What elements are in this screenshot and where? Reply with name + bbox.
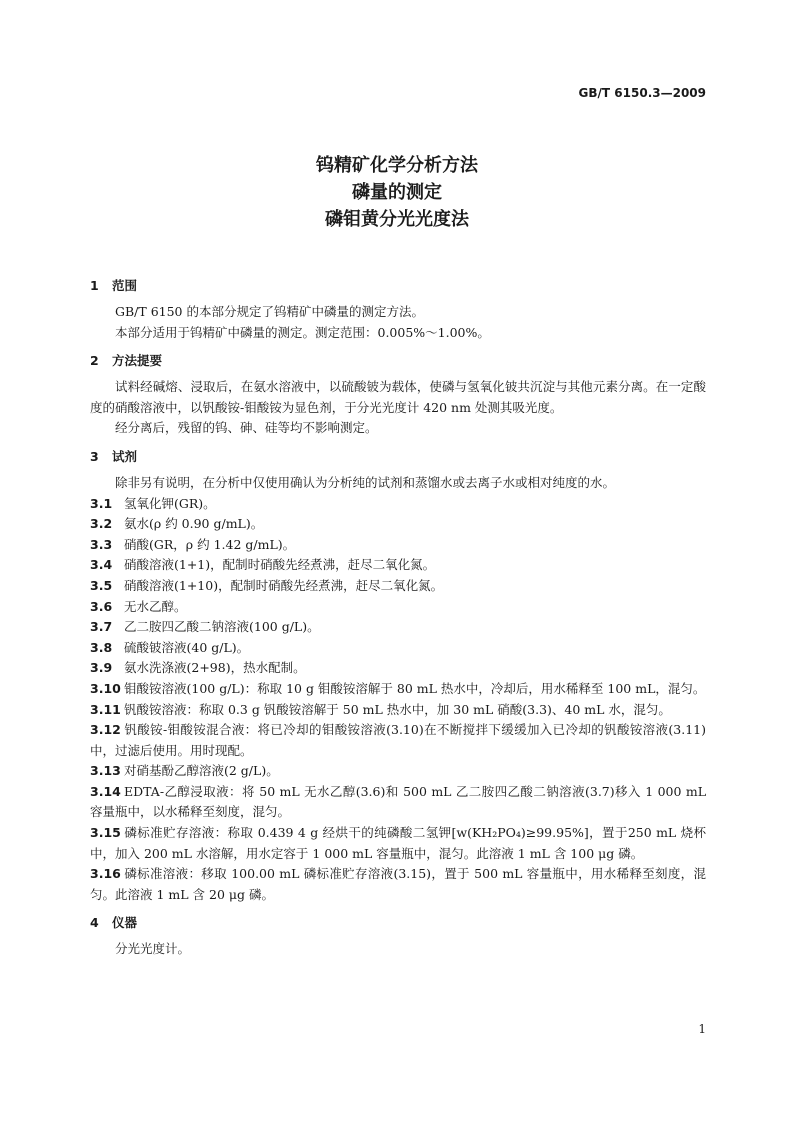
reagent-item: [90, 782, 706, 823]
section-title: 范围: [112, 278, 138, 293]
section-title: 仪器: [112, 915, 138, 931]
reagent-item: [90, 761, 706, 782]
item-number: 3.15: [90, 825, 121, 841]
reagent-item: [90, 700, 706, 721]
reagent-item: [90, 720, 706, 761]
reagent-item: [90, 555, 706, 576]
section-1-heading: [90, 276, 706, 296]
document-title: [0, 152, 794, 233]
item-number: 3.1: [90, 495, 113, 511]
reagent-item: [90, 597, 706, 618]
item-number: 3.5: [90, 577, 113, 593]
item-text: 磷标准溶液：移取 100.00 mL 磷标准贮存溶液(3.15)，置于 500 mL 容量瓶中，用水稀释至刻度，混匀。此溶液 1 mL 含 20 μg 磷。: [90, 866, 706, 902]
section-number: 2: [90, 353, 99, 369]
section-2-paragraph: 经分离后，残留的钨、砷、硅等均不影响测定。: [115, 420, 378, 436]
item-text: 硝酸溶液(1+10)，配制时硝酸先经煮沸，赶尽二氧化氮。: [124, 577, 444, 593]
title-line-1: 钨精矿化学分析方法: [316, 155, 478, 176]
item-number: 3.9: [90, 660, 113, 676]
section-title: 方法提要: [112, 353, 163, 369]
item-text: 钒酸铵溶液：称取 0.3 g 钒酸铵溶解于 50 mL 热水中，加 30 mL 硝酸(3.3)、40 mL 水，混匀。: [124, 701, 671, 717]
item-number: 3.11: [90, 701, 121, 717]
item-number: 3.13: [90, 763, 121, 779]
reagent-item: [90, 494, 706, 515]
item-text: 硝酸溶液(1+1)，配制时硝酸先经煮沸，赶尽二氧化氮。: [124, 557, 436, 573]
section-1-paragraph: GB/T 6150 的本部分规定了钨精矿中磷量的测定方法。: [115, 304, 424, 319]
item-text: 磷标准贮存溶液：称取 0.439 4 g 经烘干的纯磷酸二氢钾[w(KH₂PO₄)≥99.95%]，置于250 mL 烧杯中，加入 200 mL 水溶解，用水定容于 1 000 mL 容量瓶中，混匀。此溶液 1 mL 含 100 μg 磷。: [90, 825, 706, 861]
item-number: 3.4: [90, 557, 113, 573]
item-number: 3.16: [90, 866, 121, 882]
item-number: 3.6: [90, 598, 113, 614]
section-1-paragraph: 本部分适用于钨精矿中磷量的测定。测定范围：0.005%～1.00%。: [115, 324, 490, 340]
page-number: 1: [698, 1022, 706, 1036]
reagent-item: [90, 514, 706, 535]
section-2-heading: [90, 351, 706, 371]
title-line-3: 磷钼黄分光光度法: [325, 209, 469, 230]
section-4-paragraph: 分光光度计。: [115, 941, 191, 957]
item-text: EDTA-乙醇浸取液：将 50 mL 无水乙醇(3.6)和 500 mL 乙二胺四乙酸二钠溶液(3.7)移入 1 000 mL 容量瓶中，以水稀释至刻度，混匀。: [90, 783, 706, 820]
item-text: 氨水(ρ 约 0.90 g/mL)。: [124, 516, 264, 532]
standard-code: GB/T 6150.3—2009: [578, 86, 706, 100]
document-body: [90, 276, 706, 960]
section-number: 1: [90, 278, 99, 293]
section-4-heading: [90, 913, 706, 933]
item-text: 乙二胺四乙酸二钠溶液(100 g/L)。: [124, 619, 320, 635]
item-text: 无水乙醇。: [124, 598, 187, 614]
section-title: 试剂: [112, 448, 138, 464]
reagent-item: [90, 864, 706, 905]
item-number: 3.12: [90, 722, 121, 738]
item-number: 3.3: [90, 536, 113, 552]
item-number: 3.10: [90, 680, 121, 696]
item-text: 氢氧化钾(GR)。: [124, 495, 216, 511]
section-3-intro: 除非另有说明，在分析中仅使用确认为分析纯的试剂和蒸馏水或去离子水或相对纯度的水。: [115, 474, 616, 490]
item-number: 3.7: [90, 619, 113, 635]
item-number: 3.14: [90, 783, 121, 799]
reagent-item: [90, 823, 706, 864]
item-number: 3.8: [90, 639, 113, 655]
title-line-2: 磷量的测定: [352, 182, 442, 203]
section-number: 3: [90, 448, 99, 464]
item-text: 对硝基酚乙醇溶液(2 g/L)。: [124, 763, 279, 779]
section-number: 4: [90, 915, 99, 931]
reagent-item: [90, 535, 706, 556]
item-number: 3.2: [90, 516, 113, 532]
item-text: 硫酸铍溶液(40 g/L)。: [124, 639, 250, 655]
section-2-paragraph: 试料经碱熔、浸取后，在氨水溶液中，以硫酸铍为载体，使磷与氢氧化铍共沉淀与其他元素分离。在一定酸度的硝酸溶液中，以钒酸铵-钼酸铵为显色剂，于分光光度计 420 nm 处测其吸光度。: [90, 379, 706, 415]
reagent-item: [90, 679, 706, 700]
item-text: 钒酸铵-钼酸铵混合液：将已冷却的钼酸铵溶液(3.10)在不断搅拌下缓缓加入已冷却的钒酸铵溶液(3.11)中，过滤后使用。用时现配。: [90, 722, 706, 758]
item-text: 硝酸(GR，ρ 约 1.42 g/mL)。: [124, 536, 296, 552]
reagent-item: [90, 658, 706, 679]
reagent-item: [90, 576, 706, 597]
item-text: 氨水洗涤液(2+98)，热水配制。: [124, 660, 306, 676]
reagent-item: [90, 617, 706, 638]
section-3-heading: [90, 447, 706, 467]
item-text: 钼酸铵溶液(100 g/L)：称取 10 g 钼酸铵溶解于 80 mL 热水中，冷却后，用水稀释至 100 mL，混匀。: [124, 680, 706, 696]
reagent-item: [90, 638, 706, 659]
